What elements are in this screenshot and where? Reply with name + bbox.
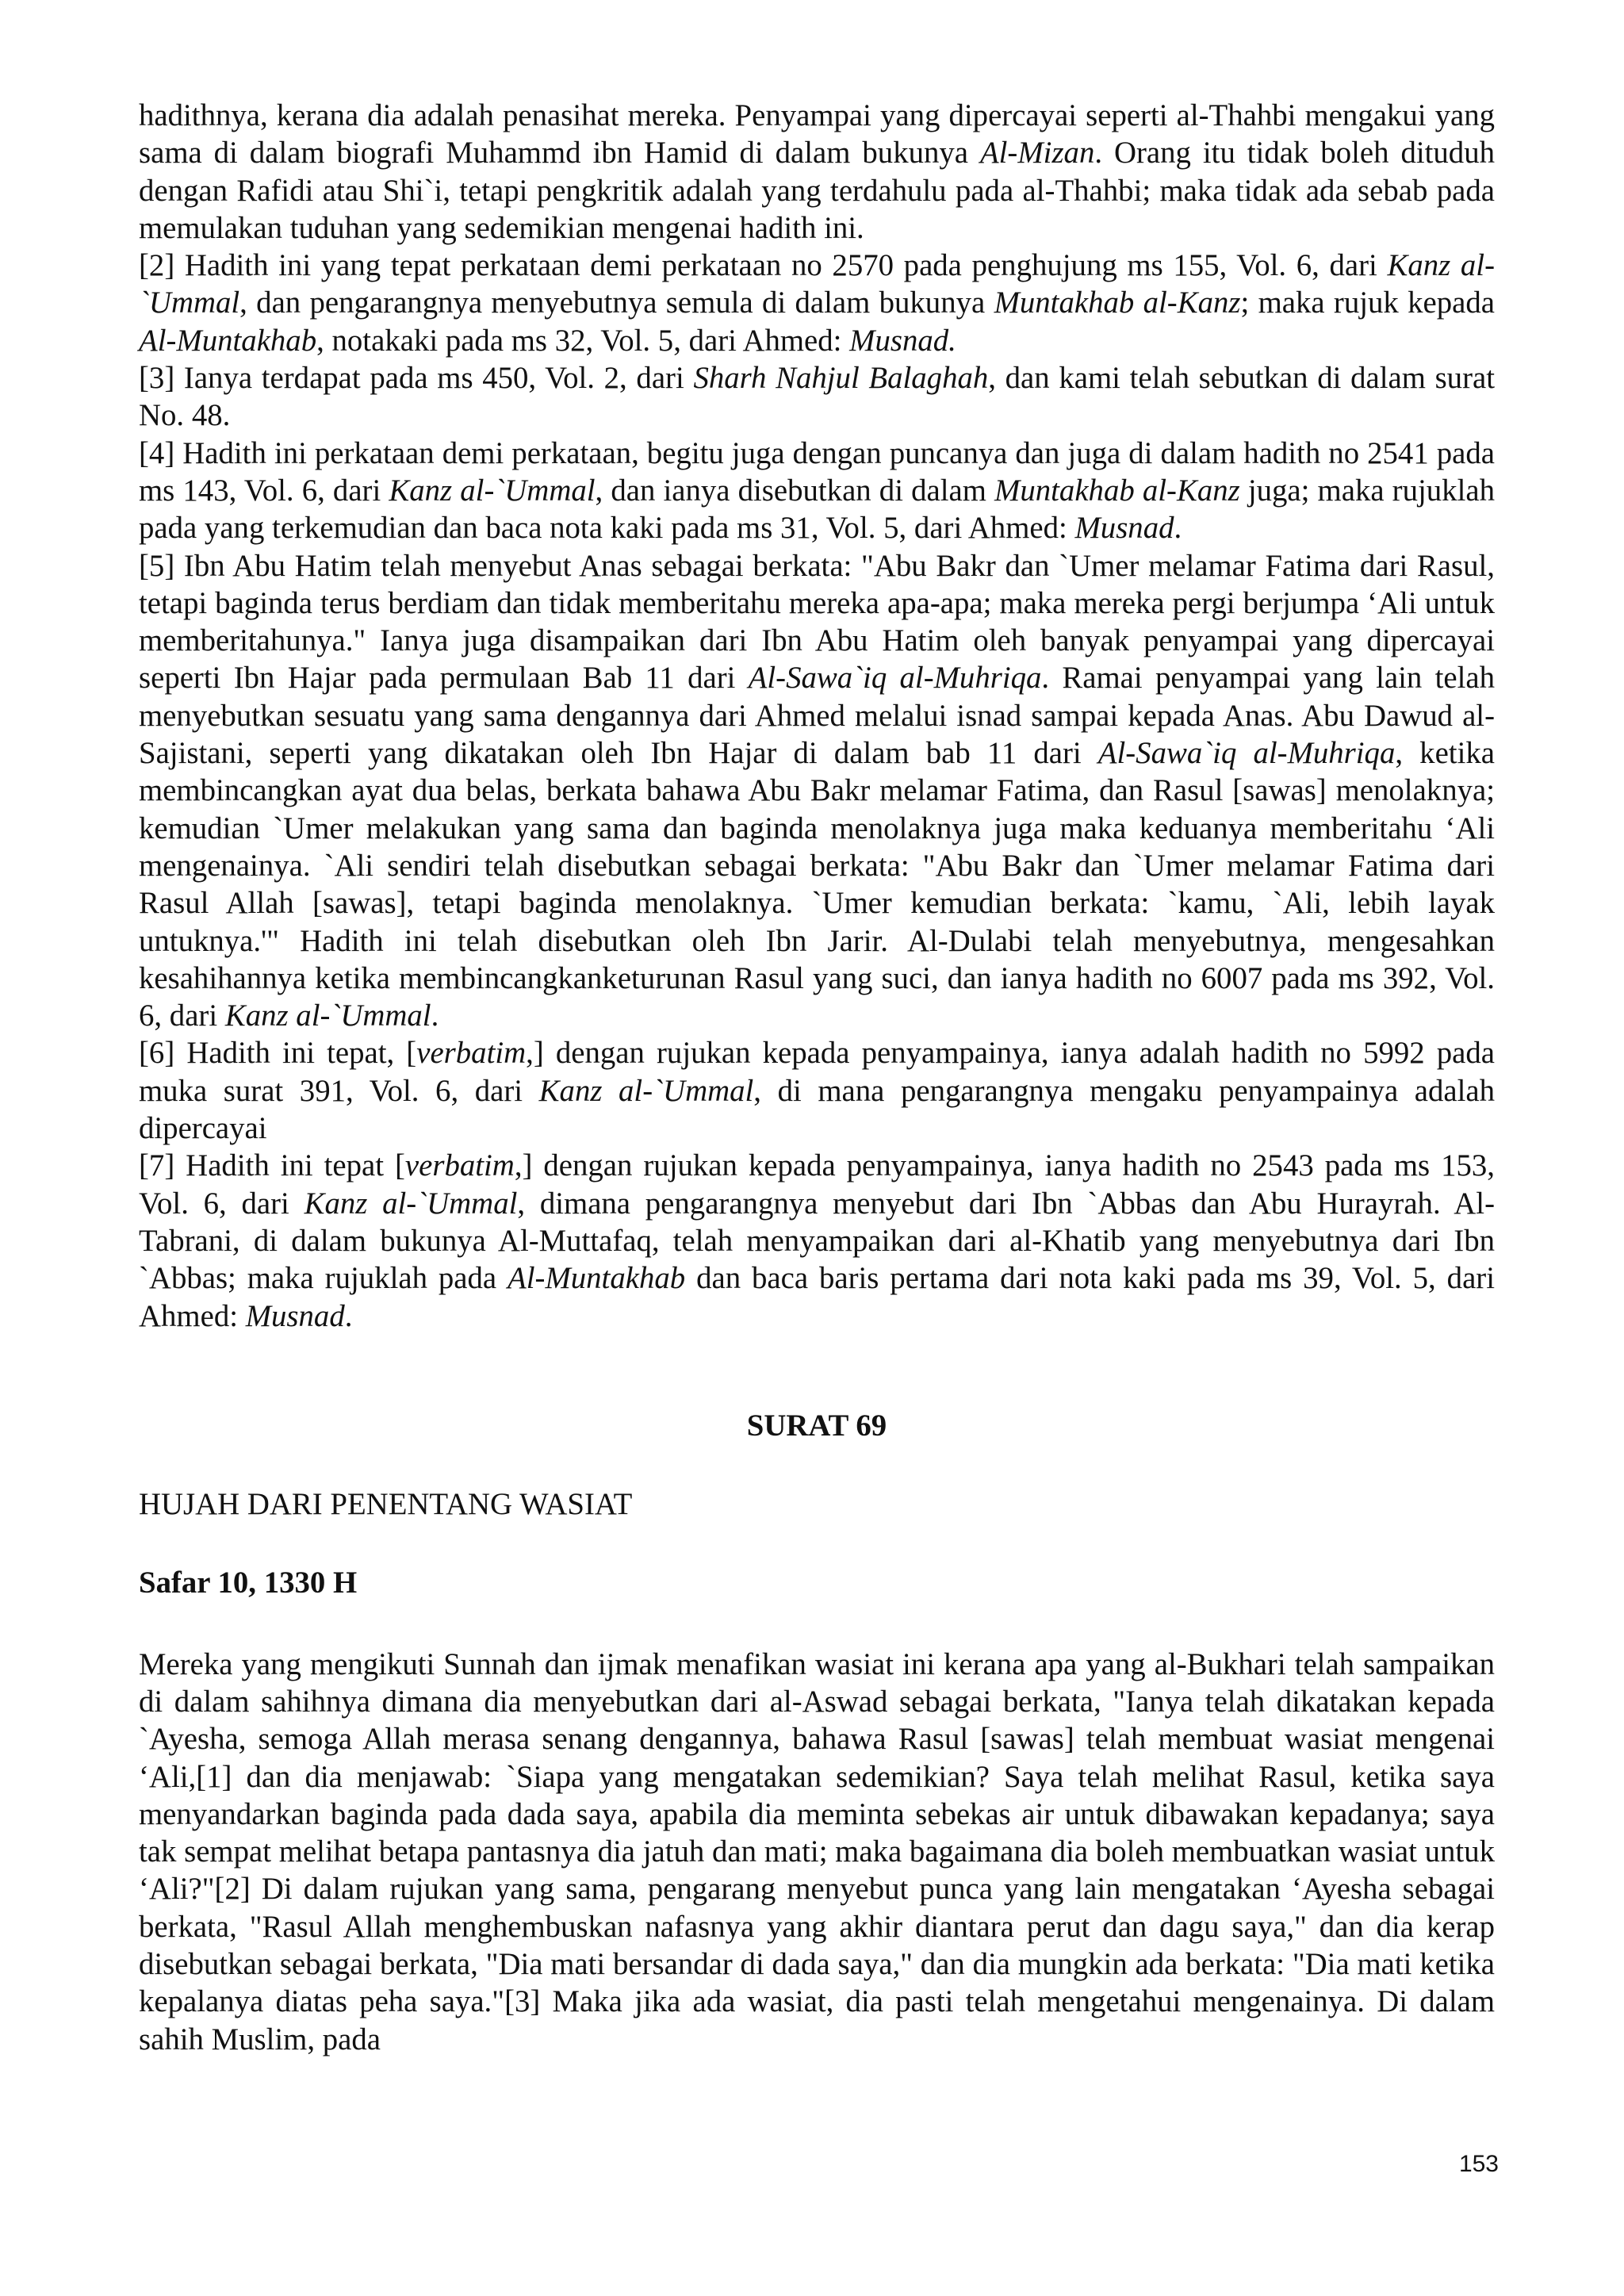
text-run: . Orang itu tidak boleh dituduh dengan Rafidi atau Shi`i, tetapi pengkritik adalah yang terdahulu pada al-Thahbi; maka tidak ada sebab pada memulakan tuduhan yang sedemikian mengenai hadith ini. — [139, 136, 1495, 245]
text-run: . — [344, 1298, 353, 1333]
text-run: juga; maka rujuklah pada yang terkemudian dan baca nota kaki pada ms 31, Vol. 5, dari Ahmed: — [139, 473, 1495, 546]
italic-title: Muntakhab al-Kanz — [994, 473, 1240, 508]
text-run: , dan kami telah sebutkan di dalam surat No. 48. — [139, 361, 1495, 433]
text-run: [4] Hadith ini perkataan demi perkataan, begitu juga dengan puncanya dan juga di dalam hadith no 2541 pada ms 143, Vol. 6, dari — [139, 435, 1495, 508]
footnote — [139, 1034, 1495, 1147]
letter-title: HUJAH DARI PENENTANG WASIAT — [139, 1487, 633, 1522]
footnotes — [139, 247, 1495, 1335]
text-run: hadithnya, kerana dia adalah penasihat mereka. Penyampai yang dipercayai seperti al-Thahbi mengakui yang sama di dalam biografi Muhammd ibn Hamid di dalam bukunya — [139, 98, 1495, 171]
text-run: . — [431, 999, 439, 1033]
italic-title: verbatim — [404, 1148, 515, 1183]
italic-title: verbatim — [416, 1036, 527, 1071]
continuation-paragraph — [139, 97, 1495, 247]
text-run: , dimana pengarangnya menyebut dari Ibn `Abbas dan Abu Hurayrah. Al-Tabrani, di dalam bukunya Al-Muttafaq, telah menyampaikan dari al-Khatib yang menyebutnya dari Ibn `Abbas; maka rujuklah pada — [139, 1186, 1495, 1296]
text-run: . — [1174, 511, 1182, 546]
text-run: ,] dengan rujukan kepada penyampainya, ianya adalah hadith no 5992 pada muka surat 391, Vol. 6, dari — [139, 1036, 1495, 1108]
italic-title: Sharh Nahjul Balaghah — [693, 361, 989, 396]
footnote — [139, 359, 1495, 435]
italic-title: Muntakhab al-Kanz — [994, 286, 1241, 320]
italic-title: Kanz al-`Ummal — [224, 999, 431, 1033]
text-run: , notakaki pada ms 32, Vol. 5, dari Ahmed: — [316, 323, 850, 358]
italic-title: Al-Muntakhab — [139, 323, 317, 358]
text-run: , ketika membincangkan ayat dua belas, berkata bahawa Abu Bakr melamar Fatima, dan Rasul [sawas] menolaknya; kemudian `Umer melakukan yang sama dan baginda menolaknya juga maka keduanya memberitahu ‘Ali mengenainya. `Ali sendiri telah disebutkan sebagai berkata: "Abu Bakr dan `Umer melamar Fatima dari Rasul Allah [sawas], tetapi baginda menolaknya. `Umer kemudian berkata: `kamu, `Ali, lebih layak untuknya.'" Hadith ini telah disebutkan oleh Ibn Jarir. Al-Dulabi telah menyebutnya, mengesahkan kesahihannya ketika membincangkanketurunan Rasul yang suci, dan ianya hadith no 6007 pada ms 392, Vol. 6, dari — [139, 736, 1495, 1033]
text-run: ; maka rujuk kepada — [1240, 286, 1495, 320]
page-number: 153 — [1458, 2151, 1499, 2177]
text-run: [3] Ianya terdapat pada ms 450, Vol. 2, dari — [139, 361, 694, 396]
text-run: [7] Hadith ini tepat [ — [139, 1148, 405, 1183]
italic-title: Kanz al-`Ummal — [139, 248, 1495, 320]
italic-title: Al-Muntakhab — [508, 1261, 686, 1296]
italic-title: Al-Sawa`iq al-Muhriqa — [1097, 736, 1396, 771]
letter-date: Safar 10, 1330 H — [139, 1566, 358, 1600]
italic-title: Musnad. — [849, 323, 956, 358]
text-run: [6] Hadith ini tepat, [ — [139, 1036, 417, 1071]
text-run: . Ramai penyampai yang lain telah menyebutkan sesuatu yang sama dengannya dari Ahmed melalui isnad sampai kepada Anas. Abu Dawud al-Sajistani, seperti yang dikatakan oleh Ibn Hajar di dalam bab 11 dari — [139, 661, 1495, 771]
footnote — [139, 435, 1495, 547]
text-run: dan baca baris pertama dari nota kaki pada ms 39, Vol. 5, dari Ahmed: — [139, 1261, 1495, 1333]
italic-title: Al-Sawa`iq al-Muhriqa — [748, 661, 1042, 696]
italic-title: Musnad — [245, 1298, 345, 1333]
letter-body: Mereka yang mengikuti Sunnah dan ijmak menafikan wasiat ini kerana apa yang al-Bukhari telah sampaikan di dalam sahihnya dimana dia menyebutkan dari al-Aswad sebagai berkata, "Ianya telah dikatakan kepada `Ayesha, semoga Allah merasa senang dengannya, bahawa Rasul [sawas] telah membuat wasiat mengenai ‘Ali,[1] dan dia menjawab: `Siapa yang mengatakan sedemikian? Saya telah melihat Rasul, ketika saya menyandarkan baginda pada dada saya, apabila dia meminta sebekas air untuk dibawakan kepadanya; saya tak sempat melihat betapa pantasnya dia jatuh dan mati; maka bagaimana dia boleh membuatkan wasiat untuk ‘Ali?"[2] Di dalam rujukan yang sama, pengarang menyebut punca yang lain mengatakan ‘Ayesha sebagai berkata, "Rasul Allah menghembuskan nafasnya yang akhir diantara perut dan dagu saya," dan dia kerap disebutkan sebagai berkata, "Dia mati bersandar di dada saya," dan dia mungkin ada berkata: "Dia mati ketika kepalanya diatas peha saya."[3] Maka jika ada wasiat, dia pasti telah mengetahui mengenainya. Di dalam sahih Muslim, pada — [139, 1646, 1495, 2056]
footnote — [139, 1147, 1495, 1334]
italic-title: Musnad — [1074, 511, 1174, 546]
footnote — [139, 547, 1495, 1035]
italic-title: Kanz al-`Ummal — [538, 1073, 754, 1108]
text-run: [5] Ibn Abu Hatim telah menyebut Anas sebagai berkata: "Abu Bakr dan `Umer melamar Fatima dari Rasul, tetapi baginda terus berdiam dan tidak memberitahu mereka apa-apa; maka mereka pergi berjumpa ‘Ali untuk memberitahunya." Ianya juga disampaikan dari Ibn Abu Hatim oleh banyak penyampai yang dipercayai seperti Ibn Hajar pada permulaan Bab 11 dari — [139, 548, 1495, 696]
italic-title: Al-Mizan — [979, 136, 1095, 171]
text-run: [2] Hadith ini yang tepat perkataan demi perkataan no 2570 pada penghujung ms 155, Vol. 6, dari — [139, 248, 1388, 283]
text-run: , dan pengarangnya menyebutnya semula di dalam bukunya — [239, 286, 994, 320]
footnote — [139, 247, 1495, 359]
text-run: , di mana pengarangnya mengaku penyampainya adalah dipercayai — [139, 1073, 1495, 1146]
text-run: , dan ianya disebutkan di dalam — [595, 473, 995, 508]
letter-heading: SURAT 69 — [746, 1408, 887, 1443]
italic-title: Kanz al-`Ummal — [304, 1186, 518, 1221]
italic-title: Kanz al-`Ummal — [389, 473, 596, 508]
document-page — [139, 97, 1495, 2058]
text-run: ,] dengan rujukan kepada penyampainya, ianya hadith no 2543 pada ms 153, Vol. 6, dari — [139, 1148, 1495, 1221]
